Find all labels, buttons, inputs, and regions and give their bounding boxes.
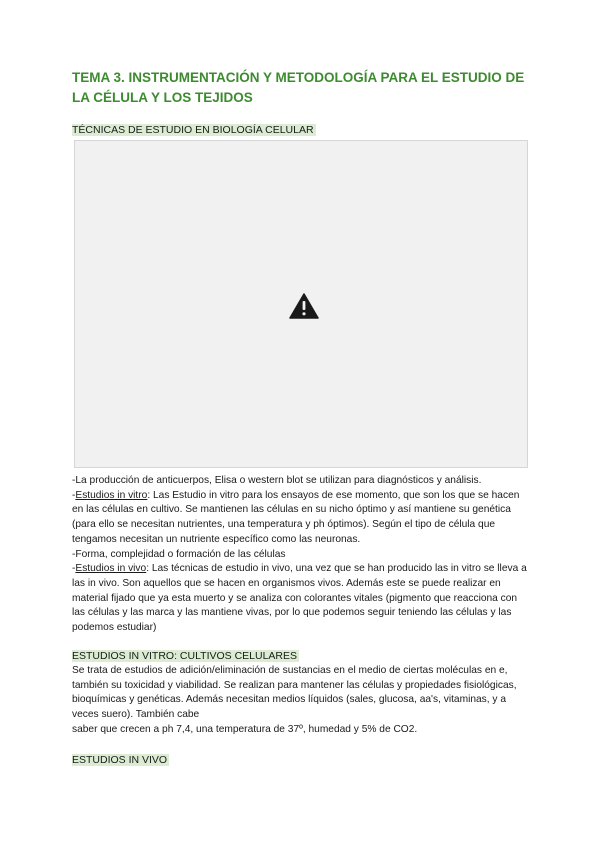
section-heading-tecnicas-text: TÉCNICAS DE ESTUDIO EN BIOLOGÍA CELULAR — [72, 124, 314, 136]
paragraph-condiciones: saber que crecen a ph 7,4, una temperatura de 37º, humedad y 5% de CO2. — [72, 723, 418, 735]
body-text-1 — [72, 474, 532, 636]
warning-icon — [289, 293, 319, 319]
section-heading-invitro — [72, 649, 299, 663]
section-heading-tecnicas — [72, 123, 316, 137]
paragraph-anticuerpos: -La producción de anticuerpos, Elisa o western blot se utilizan para diagnósticos y análisis. — [72, 475, 482, 486]
section-heading-invivo-text: ESTUDIOS IN VIVO — [72, 754, 168, 766]
paragraph-invitro: -Estudios in vitro: Las Estudio in vitro para los ensayos de ese momento, que son los que se hacen en las células en cultivo. Se mantienen las células en su nicho óptimo y así mantiene su genética (para ello se necesitan nutrientes, una temperatura y ph óptimos). Según el tipo de célula que tengamos necesitan un nutriente específico como las neuronas. — [72, 489, 520, 545]
section-heading-invivo — [72, 753, 169, 767]
section-heading-invitro-text: ESTUDIOS IN VITRO: CULTIVOS CELULARES — [72, 650, 298, 662]
paragraph-cultivos: Se trata de estudios de adición/eliminación de sustancias en el medio de ciertas moléculas en e, también su toxicidad y viabilidad. Se realizan para mantener las células y propiedades fisiológicas, bioquímicas y genéticas. Además necesitan medios líquidos (sales, glucosa, aa's, vitaminas, y a veces suero). También cabe — [72, 665, 517, 721]
paragraph-forma: -Forma, complejidad o formación de las células — [72, 548, 286, 560]
term-invitro: Estudios in vitro — [75, 489, 148, 501]
body-text-2 — [72, 664, 532, 738]
page-title: TEMA 3. INSTRUMENTACIÓN Y METODOLOGÍA PARA EL ESTUDIO DE LA CÉLULA Y LOS TEJIDOS — [72, 70, 525, 105]
image-placeholder — [74, 140, 528, 468]
term-invivo: Estudios in vivo — [75, 563, 147, 575]
paragraph-invivo: -Estudios in vivo: Las técnicas de estudio in vivo, una vez que se han producido las in vitro se lleva a las in vivo. Son aquellos que se hacen en organismos vivos. Además este se puede realizar en material fijado que ya esta muerto y se analiza con colorantes vitales (pigmento que reacciona con las células y las marca y las mantiene vivas, por lo que podemos seguir teniendo las células y las podemos estudiar) — [72, 563, 527, 634]
